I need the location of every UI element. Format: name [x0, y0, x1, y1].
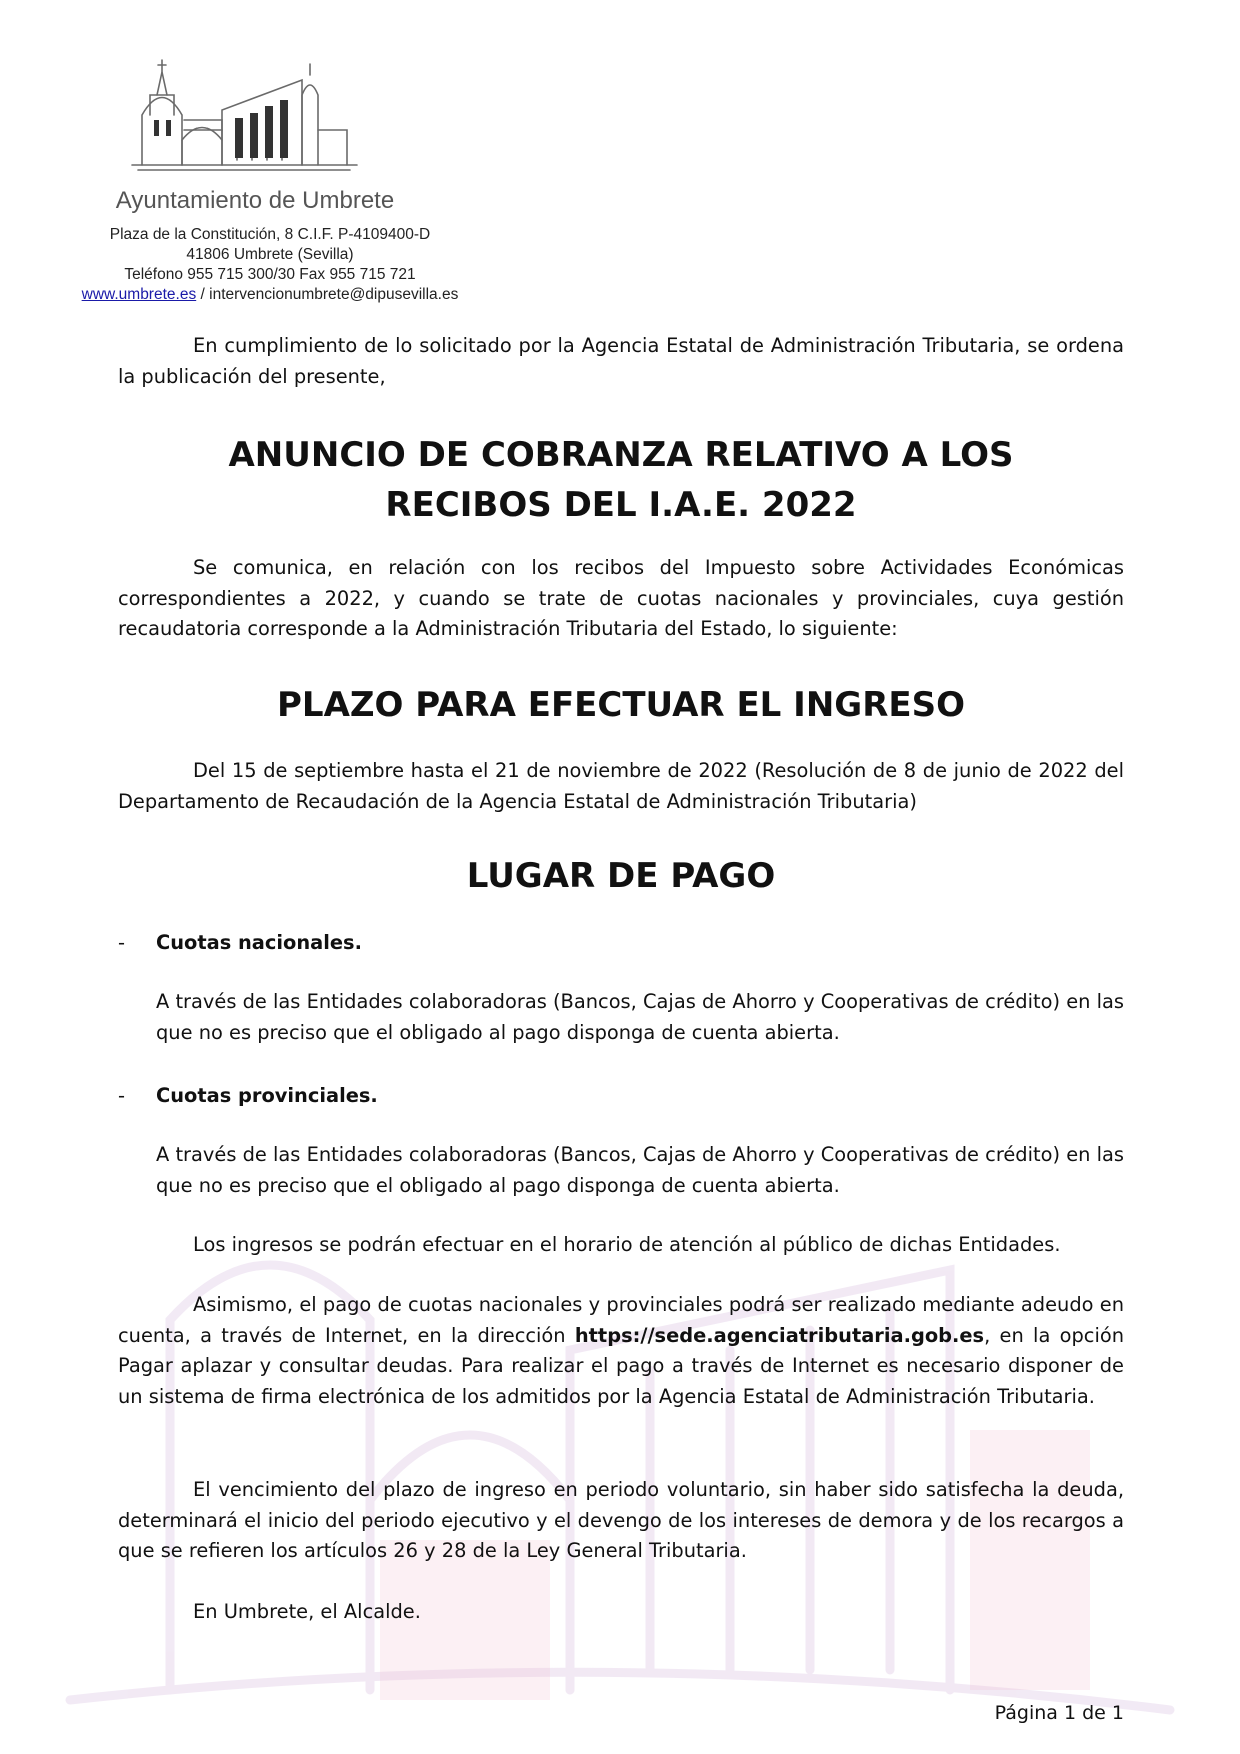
bullet-dash: -	[118, 1084, 125, 1107]
contact-line	[30, 285, 510, 305]
intro-paragraph: En cumplimiento de lo solicitado por la Agencia Estatal de Administración Tributaria, se ordena la publicación del presente,	[118, 334, 1124, 388]
page-number: Página 1 de 1	[994, 1702, 1124, 1724]
bullet-dash: -	[118, 931, 125, 954]
address-line: Plaza de la Constitución, 8 C.I.F. P-4109400-D	[109, 226, 431, 243]
phone-line: Teléfono 955 715 300/30 Fax 955 715 721	[124, 266, 416, 283]
agencia-url-link[interactable]: https://sede.agenciatributaria.gob.es	[574, 1323, 985, 1347]
document-title-line1: ANUNCIO DE COBRANZA RELATIVO A LOS	[228, 435, 1014, 475]
bullet-cuotas-nacionales	[118, 928, 362, 958]
contact-separator: /	[196, 286, 210, 303]
horario-paragraph: Los ingresos se podrán efectuar en el horario de atención al público de dichas Entidades.	[193, 1233, 1061, 1256]
city-line: 41806 Umbrete (Sevilla)	[186, 246, 354, 263]
municipal-logo	[72, 20, 410, 220]
bullet-title: Cuotas provinciales.	[156, 1084, 378, 1107]
cuotas-nacionales-text: A través de las Entidades colaboradoras (Bancos, Cajas de Ahorro y Cooperativas de crédito) en las que no es preciso que el obligado al pago disponga de cuenta abierta.	[156, 990, 1124, 1044]
signature-line: En Umbrete, el Alcalde.	[193, 1600, 421, 1623]
logo-title: Ayuntamiento de Umbrete	[115, 187, 395, 214]
asimismo-paragraph	[118, 1290, 1124, 1412]
asimismo-text: Asimismo, el pago de cuotas nacionales y provinciales podrá ser realizado mediante adeudo en cuenta, a través de Internet, en la dirección	[118, 1293, 1124, 1347]
email-text: intervencionumbrete@dipusevilla.es	[209, 286, 459, 303]
cuotas-provinciales-text: A través de las Entidades colaboradoras (Bancos, Cajas de Ahorro y Cooperativas de crédito) en las que no es preciso que el obligado al pago disponga de cuenta abierta.	[156, 1143, 1124, 1197]
asimismo-text-continued: , en la opción Pagar aplazar y consultar deudas. Para realizar el pago a través de Internet es necesario disponer de un sistema de firma electrónica de los admitidos por la Agencia Estatal de Administración Tributaria.	[118, 1323, 1124, 1408]
bullet-title: Cuotas nacionales.	[156, 931, 362, 954]
heading-lugar: LUGAR DE PAGO	[466, 856, 776, 896]
letterhead	[30, 225, 510, 305]
bullet-cuotas-provinciales	[118, 1081, 378, 1111]
heading-plazo: PLAZO PARA EFECTUAR EL INGRESO	[277, 685, 965, 725]
website-link[interactable]: www.umbrete.es	[81, 286, 197, 303]
vencimiento-paragraph: El vencimiento del plazo de ingreso en periodo voluntario, sin haber sido satisfecha la deuda, determinará el inicio del periodo ejecutivo y el devengo de los intereses de demora y de los recargos a que se refieren los artículos 26 y 28 de la Ley General Tributaria.	[118, 1478, 1124, 1562]
communication-paragraph: Se comunica, en relación con los recibos del Impuesto sobre Actividades Económicas correspondientes a 2022, y cuando se trate de cuotas nacionales y provinciales, cuya gestión recaudatoria corresponde a la Administración Tributaria del Estado, lo siguiente:	[118, 556, 1124, 640]
document-title-line2: RECIBOS DEL I.A.E. 2022	[385, 485, 857, 525]
plazo-paragraph: Del 15 de septiembre hasta el 21 de noviembre de 2022 (Resolución de 8 de junio de 2022 del Departamento de Recaudación de la Agencia Estatal de Administración Tributaria)	[118, 759, 1124, 813]
